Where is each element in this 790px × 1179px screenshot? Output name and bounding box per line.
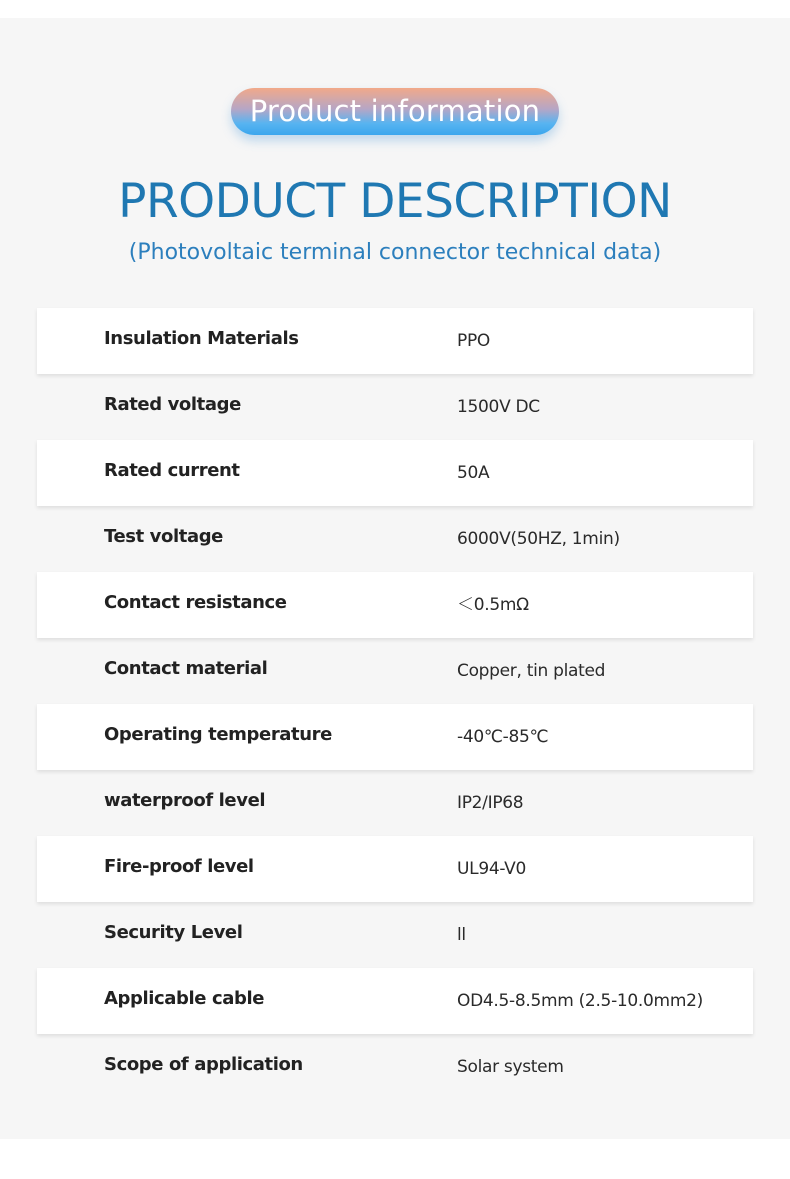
spec-row-contact-material xyxy=(37,638,753,704)
spec-row-applicable-cable xyxy=(37,968,753,1034)
spec-value: IP2/IP68 xyxy=(457,793,524,813)
spec-label: Security Level xyxy=(104,922,243,943)
spec-label: Operating temperature xyxy=(104,724,332,745)
spec-row-fire-proof-level xyxy=(37,836,753,902)
spec-value: PPO xyxy=(457,331,490,351)
product-information-badge: Product information xyxy=(231,88,559,135)
spec-row-insulation-materials xyxy=(37,308,753,374)
spec-row-security-level xyxy=(37,902,753,968)
spec-label: Scope of application xyxy=(104,1054,303,1075)
spec-table xyxy=(37,308,753,1100)
spec-label: waterproof level xyxy=(104,790,266,811)
spec-row-rated-current xyxy=(37,440,753,506)
spec-value: 6000V(50HZ, 1min) xyxy=(457,529,620,549)
spec-label: Contact resistance xyxy=(104,592,287,613)
spec-row-operating-temperature xyxy=(37,704,753,770)
spec-row-rated-voltage xyxy=(37,374,753,440)
page-title: PRODUCT DESCRIPTION xyxy=(118,174,672,229)
spec-label: Rated voltage xyxy=(104,394,241,415)
spec-value: 1500V DC xyxy=(457,397,540,417)
spec-value: -40℃-85℃ xyxy=(457,727,549,747)
spec-value: OD4.5-8.5mm (2.5-10.0mm2) xyxy=(457,991,703,1011)
spec-value: Solar system xyxy=(457,1057,564,1077)
spec-label: Fire-proof level xyxy=(104,856,254,877)
spec-row-test-voltage xyxy=(37,506,753,572)
spec-label: Rated current xyxy=(104,460,240,481)
spec-label: Contact material xyxy=(104,658,268,679)
spec-label: Applicable cable xyxy=(104,988,265,1009)
spec-row-contact-resistance xyxy=(37,572,753,638)
spec-value: Copper, tin plated xyxy=(457,661,606,681)
spec-row-waterproof-level xyxy=(37,770,753,836)
spec-value: UL94-V0 xyxy=(457,859,527,879)
spec-value: 50A xyxy=(457,463,490,483)
spec-value: ll xyxy=(457,925,466,945)
page-subtitle: (Photovoltaic terminal connector technical data) xyxy=(128,240,662,265)
spec-label: Test voltage xyxy=(104,526,223,547)
spec-value: ＜0.5mΩ xyxy=(457,595,529,615)
spec-row-scope-of-application xyxy=(37,1034,753,1100)
spec-label: Insulation Materials xyxy=(104,328,299,349)
